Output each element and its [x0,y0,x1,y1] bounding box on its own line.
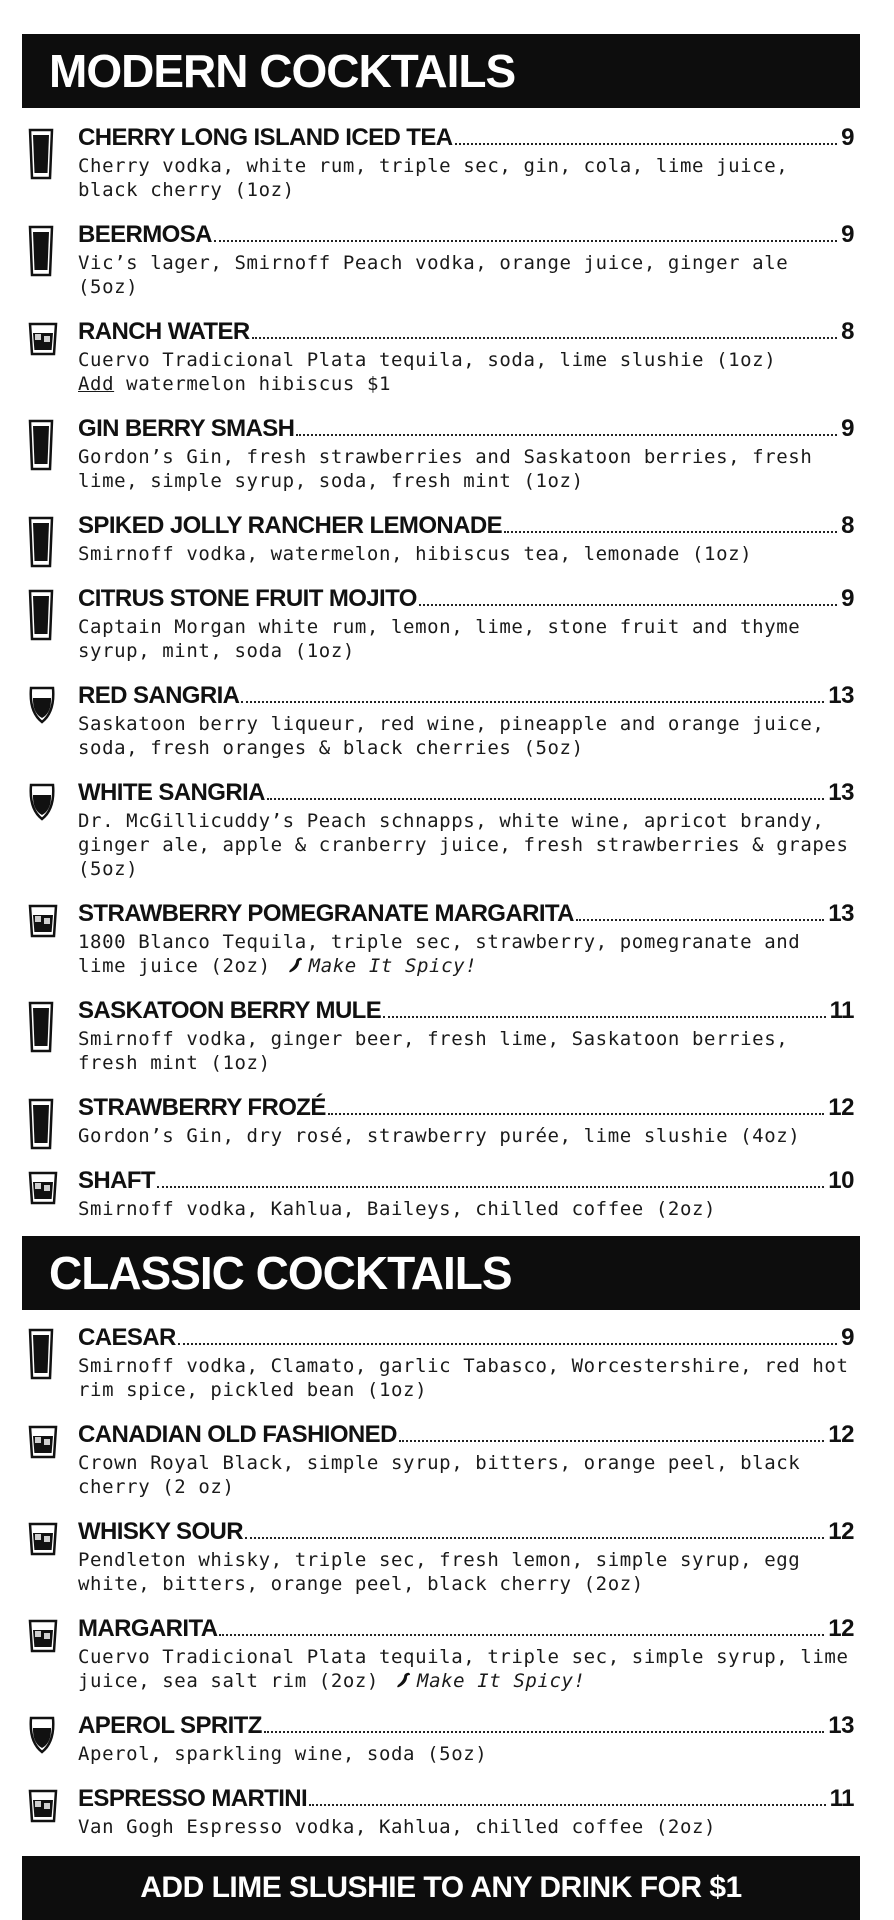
item-description [78,1742,854,1766]
menu-item-gin-berry-smash [0,413,894,493]
item-description-text: Cuervo Tradicional Plata tequila, triple sec, simple syrup, lime juice, sea salt rim (2oz) [78,1646,849,1692]
item-price: 11 [829,997,854,1024]
item-name: ESPRESSO MARTINI [78,1785,308,1812]
item-price: 13 [828,682,854,709]
footer-text: ADD LIME SLUSHIE TO ANY DRINK FOR $1 [140,1871,742,1904]
item-title-line [78,583,854,613]
item-description [78,615,854,663]
menu-item-strawberry-froze [0,1092,894,1148]
item-price: 9 [841,124,854,151]
menu-item-citrus-stone-fruit-mojito [0,583,894,663]
dot-leader [309,1804,826,1806]
item-title-line [78,316,854,346]
menu-item-beermosa [0,219,894,299]
dot-leader [267,798,824,800]
classic-cocktails-banner [22,1236,860,1310]
modern-cocktails-list [0,122,894,1238]
dot-leader [214,240,837,242]
item-description [78,1027,854,1075]
item-name: CITRUS STONE FRUIT MOJITO [78,585,417,612]
item-name: RED SANGRIA [78,682,240,709]
item-description-text: Gordon’s Gin, dry rosé, strawberry purée, lime slushie (4oz) [78,1125,801,1147]
item-price: 10 [828,1167,854,1194]
tall-glass-icon [28,516,60,570]
item-name: SASKATOON BERRY MULE [78,997,382,1024]
tall-glass-icon [28,1328,60,1382]
item-price: 9 [841,1324,854,1351]
section-title: MODERN COCKTAILS [49,45,516,97]
dot-leader [252,337,838,339]
rocks-glass-icon [28,322,60,376]
item-name: SHAFT [78,1167,155,1194]
rocks-glass-icon [28,1425,60,1479]
modern-cocktails-banner [22,34,860,108]
dot-leader [576,919,824,921]
rocks-glass-icon [28,1619,60,1673]
item-description-text: Saskatoon berry liqueur, red wine, pineapple and orange juice, soda, fresh oranges & black cherries (5oz) [78,713,825,759]
stemless-glass-icon [28,686,60,740]
item-name: WHISKY SOUR [78,1518,243,1545]
item-title-line [78,413,854,443]
item-description [78,1197,854,1221]
item-description [78,1645,854,1693]
item-description-text: Dr. McGillicuddy’s Peach schnapps, white wine, apricot brandy, ginger ale, apple & cranberry juice, fresh strawberries & grapes (5oz) [78,810,849,880]
item-price: 12 [828,1615,854,1642]
dot-leader [264,1731,825,1733]
item-description-text: Cuervo Tradicional Plata tequila, soda, lime slushie (1oz) [78,349,777,371]
menu-item-spiked-jolly-rancher-lemonade [0,510,894,566]
item-price: 11 [829,1785,854,1812]
item-description [78,348,854,396]
item-title-line [78,1419,854,1449]
dot-leader [399,1440,824,1442]
item-description-text: Vic’s lager, Smirnoff Peach vodka, orange juice, ginger ale (5oz) [78,252,789,298]
item-name: CANADIAN OLD FASHIONED [78,1421,397,1448]
dot-leader [504,531,837,533]
make-it-spicy-note: Make It Spicy! [417,1670,586,1692]
item-name: MARGARITA [78,1615,218,1642]
add-on-text: watermelon hibiscus $1 [114,373,392,395]
item-price: 9 [841,585,854,612]
dot-leader [241,701,824,703]
add-on-label: Add [78,373,115,395]
section-title: CLASSIC COCKTAILS [49,1247,512,1299]
chili-pepper-icon [395,1671,413,1689]
rocks-glass-icon [28,1522,60,1576]
item-name: CHERRY LONG ISLAND ICED TEA [78,124,453,151]
item-description [78,1354,854,1402]
item-description-text: Smirnoff vodka, Clamato, garlic Tabasco, Worcestershire, red hot rim spice, pickled bean (1oz) [78,1355,849,1401]
item-description-text: Van Gogh Espresso vodka, Kahlua, chilled coffee (2oz) [78,1816,717,1838]
item-title-line [78,219,854,249]
tall-glass-icon [28,1098,60,1152]
item-title-line [78,995,854,1025]
item-description [78,154,854,202]
rocks-glass-icon [28,1171,60,1225]
item-title-line [78,680,854,710]
classic-cocktails-list [0,1322,894,1856]
item-title-line [78,1613,854,1643]
tall-glass-icon [28,1001,60,1055]
item-description [78,445,854,493]
menu-item-whisky-sour [0,1516,894,1596]
item-title-line [78,1710,854,1740]
item-name: GIN BERRY SMASH [78,415,295,442]
dot-leader [419,604,837,606]
item-title-line [78,1516,854,1546]
dot-leader [178,1343,837,1345]
item-description-text: Pendleton whisky, triple sec, fresh lemon, simple syrup, egg white, bitters, orange peel, black cherry (2oz) [78,1549,801,1595]
tall-glass-icon [28,419,60,473]
item-description [78,930,854,978]
item-title-line [78,1783,854,1813]
menu-item-red-sangria [0,680,894,760]
menu-item-caesar [0,1322,894,1402]
item-name: BEERMOSA [78,221,212,248]
item-price: 8 [841,318,854,345]
item-name: APEROL SPRITZ [78,1712,262,1739]
dot-leader [245,1537,824,1539]
item-price: 13 [828,1712,854,1739]
item-name: RANCH WATER [78,318,250,345]
item-description-text: Smirnoff vodka, ginger beer, fresh lime, Saskatoon berries, fresh mint (1oz) [78,1028,789,1074]
item-description [78,251,854,299]
item-price: 9 [841,415,854,442]
item-description [78,1124,854,1148]
item-description-text: Smirnoff vodka, watermelon, hibiscus tea, lemonade (1oz) [78,543,753,565]
menu-item-strawberry-pomegranate-margarita [0,898,894,978]
item-price: 12 [828,1518,854,1545]
item-price: 12 [828,1421,854,1448]
item-description-text: Aperol, sparkling wine, soda (5oz) [78,1743,488,1765]
item-description [78,809,854,881]
stemless-glass-icon [28,783,60,837]
item-name: SPIKED JOLLY RANCHER LEMONADE [78,512,502,539]
dot-leader [328,1113,825,1115]
item-name: WHITE SANGRIA [78,779,265,806]
item-name: STRAWBERRY POMEGRANATE MARGARITA [78,900,574,927]
item-price: 12 [828,1094,854,1121]
item-description-text: Crown Royal Black, simple syrup, bitters, orange peel, black cherry (2 oz) [78,1452,801,1498]
item-description [78,1548,854,1596]
item-description-text: Captain Morgan white rum, lemon, lime, stone fruit and thyme syrup, mint, soda (1oz) [78,616,801,662]
tall-glass-icon [28,589,60,643]
item-title-line [78,1322,854,1352]
tall-glass-icon [28,225,60,279]
menu-item-ranch-water [0,316,894,396]
stemless-glass-icon [28,1716,60,1770]
item-price: 13 [828,900,854,927]
tall-glass-icon [28,128,60,182]
rocks-glass-icon [28,904,60,958]
chili-pepper-icon [287,956,305,974]
item-name: CAESAR [78,1324,176,1351]
menu-item-white-sangria [0,777,894,881]
item-description [78,712,854,760]
item-title-line [78,777,854,807]
dot-leader [296,434,837,436]
rocks-glass-icon [28,1789,60,1843]
dot-leader [157,1186,824,1188]
item-title-line [78,510,854,540]
item-title-line [78,1165,854,1195]
item-description-text: Smirnoff vodka, Kahlua, Baileys, chilled coffee (2oz) [78,1198,717,1220]
make-it-spicy-note: Make It Spicy! [308,955,478,977]
item-name: STRAWBERRY FROZÉ [78,1094,326,1121]
footer-banner [22,1856,860,1920]
menu-item-cherry-long-island-iced-tea [0,122,894,202]
dot-leader [455,143,838,145]
item-description-text: Cherry vodka, white rum, triple sec, gin, cola, lime juice, black cherry (1oz) [78,155,789,201]
item-description [78,1451,854,1499]
menu-item-shaft [0,1165,894,1221]
item-description-text: Gordon’s Gin, fresh strawberries and Saskatoon berries, fresh lime, simple syrup, soda, fresh mint (1oz) [78,446,813,492]
item-title-line [78,898,854,928]
item-description [78,542,854,566]
item-title-line [78,122,854,152]
item-price: 8 [841,512,854,539]
item-description [78,1815,854,1839]
item-description-text: 1800 Blanco Tequila, triple sec, strawberry, pomegranate and lime juice (2oz) [78,931,801,977]
menu-item-canadian-old-fashioned [0,1419,894,1499]
dot-leader [219,1634,824,1636]
item-price: 9 [841,221,854,248]
dot-leader [383,1016,825,1018]
menu-item-saskatoon-berry-mule [0,995,894,1075]
menu-item-espresso-martini [0,1783,894,1839]
menu-item-aperol-spritz [0,1710,894,1766]
item-title-line [78,1092,854,1122]
item-price: 13 [828,779,854,806]
menu-item-margarita [0,1613,894,1693]
